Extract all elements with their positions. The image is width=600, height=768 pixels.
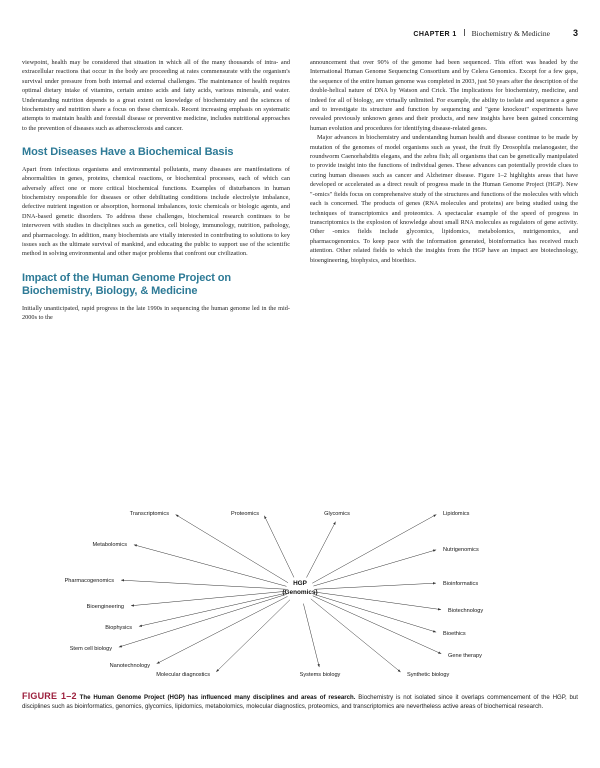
section-heading-genome-project: Impact of the Human Genome Project on Biochemistry, Biology, & Medicine — [22, 271, 231, 298]
figure-center-node-title: HGP — [293, 580, 307, 587]
figure-edge-arrow — [121, 580, 286, 589]
figure-edge-arrow — [157, 596, 288, 663]
figure-center-node-subtitle: (Genomics) — [282, 589, 318, 596]
figure-node-label: Metabolomics — [92, 542, 127, 548]
figure-edge-arrow — [119, 594, 287, 647]
figure-caption-text: Biochemistry is not isolated since it overlaps commencement of the HGP, but disciplines such as bioinformatics, genomics, glycomics, lipidomics, metabolomics, molecular diagnostics, proteomics, and transcriptomics are nevertheless active areas of biochemical research. — [22, 694, 578, 710]
paragraph: viewpoint, health may be considered that situation in which all of the many thousands of intra- and extracellular reactions that occur in the body are proceeding at rates commensurate with the organism's survival under pressure from both internal and external challenges. The maintenance of health requires optimal dietary intake of vitamins, certain amino acids and fatty acids, various minerals, and water. Understanding nutrition depends to a great extent on knowledge of biochemistry and the sciences of biochemistry and nutrition share a focus on these chemicals. Recent increasing emphasis on systematic attempts to maintain health and forestall disease or preventive medicine, includes nutritional approaches to the prevention of diseases such as atherosclerosis and cancer. — [22, 59, 290, 132]
figure-node-label: Molecular diagnostics — [156, 672, 210, 678]
figure-edge-arrow — [313, 594, 436, 632]
figure-node-label: Nutrigenomics — [443, 547, 479, 553]
right-column — [310, 58, 578, 323]
paragraph: announcement that over 90% of the genome had been sequenced. This effort was headed by the International Human Genome Sequencing Consortium and by Celera Genomics. Except for a few gaps, the sequence of the entire human genome was completed in 2003, just 50 years after the description of the double-helical nature of DNA by Watson and Crick. The implications for biochemistry, medicine, and indeed for all of biology, are virtually unlimited. For example, the ability to isolate and sequence a gene and to investigate its structure and function by sequencing and "gene knockout" experiments have revealed previously unknown genes and their products, and new insights have been gained concerning human evolution and procedures for identifying disease-related genes. — [310, 59, 578, 132]
body-columns — [22, 58, 578, 323]
figure-caption — [22, 692, 578, 711]
figure-node-label: Pharmacogenomics — [64, 578, 114, 584]
figure-edge-arrow — [314, 583, 436, 589]
figure-node-label: Bioethics — [443, 631, 466, 637]
page-number: 3 — [572, 28, 578, 38]
paragraph: Initially unanticipated, rapid progress in the late 1990s in sequencing the human genome led in the mid-2000s to the — [22, 304, 290, 322]
figure-svg — [22, 502, 578, 688]
figure-node-label: Glycomics — [324, 511, 350, 517]
figure-edge-arrow — [264, 516, 294, 578]
figure-node-label: Gene therapy — [448, 653, 482, 659]
left-column — [22, 58, 290, 323]
figure-node-label: Synthetic biology — [407, 672, 450, 678]
running-head — [413, 28, 578, 38]
figure-edge-arrow — [313, 596, 442, 654]
figure-edges — [119, 514, 441, 672]
figure-node-label: Systems biology — [299, 672, 341, 678]
figure-edge-arrow — [306, 522, 335, 578]
figure-edge-arrow — [216, 600, 290, 672]
figure-node-label: Biophysics — [105, 625, 132, 631]
figure-edge-arrow — [303, 604, 319, 668]
figure-node-label: Transcriptomics — [129, 511, 169, 517]
figure-edge-arrow — [314, 592, 441, 610]
figure-node-label: Proteomics — [231, 511, 259, 517]
paragraph: Major advances in biochemistry and understanding human health and disease continue to be made by mutation of the genomes of model organisms such as yeast, the fruit fly Drosophila melanogaster, the roundworm Caenorhabditis elegans, and the zebra fish; all organisms that can be genetically manipulated to provide insight into the functions of individual genes. These advances can potentially provide clues to curing human diseases such as cancer and Alzheimer disease. Figure 1–2 highlights areas that have developed or accelerated as a direct result of progress made in the Human Genome Project (HGP). New "-omics" fields focus on comprehensive study of the structures and functions of the molecules with which each is concerned. The products of genes (RNA molecules and proteins) are being studied using the techniques of transcriptomics and proteomics. A spectacular example of the speed of progress in transcriptomics is the explosion of knowledge about small RNA molecules as regulators of gene activity. Other -omics fields include glycomics, lipidomics, metabolomics, nutrigenomics, and pharmacogenomics. To keep pace with the information generated, bioinformatics has received much attention. Other related fields to which the insights from the HGP have an impact are biotechnology, bioengineering, biophysics, and bioethics. — [310, 134, 578, 264]
figure-node-label: Lipidomics — [443, 511, 470, 517]
figure-edge-arrow — [313, 550, 436, 586]
figure-number: FIGURE 1–2 — [22, 691, 77, 701]
figure-edge-arrow — [134, 545, 287, 587]
figure-node-label: Stem cell biology — [69, 646, 112, 652]
figure-node-label: Bioengineering — [86, 604, 124, 610]
section-heading-diseases: Most Diseases Have a Biochemical Basis — [22, 146, 234, 159]
running-head-chapter-title: Biochemistry & Medicine — [471, 29, 550, 38]
figure-caption-leadin: The Human Genome Project (HGP) has influenced many disciplines and areas of research. — [79, 694, 356, 701]
figure-1-2-diagram — [22, 502, 578, 688]
figure-edge-arrow — [312, 514, 436, 583]
figure-node-label: Nanotechnology — [109, 663, 150, 669]
figure-node-label: Bioinformatics — [443, 581, 479, 587]
figure-edge-arrow — [311, 599, 401, 672]
figure-node-label: Biotechnology — [448, 608, 484, 614]
figure-edge-arrow — [176, 515, 288, 583]
running-head-divider — [464, 29, 465, 36]
paragraph: Apart from infectious organisms and environmental pollutants, many diseases are manifestations of abnormalities in genes, proteins, chemical reactions, or biochemical processes, each of which can adversely affect one or more critical biochemical functions. Examples of disturbances in human biochemistry responsible for diseases or other debilitating conditions include electrolyte imbalance, defective nutrient ingestion or absorption, hormonal imbalances, toxic chemicals or biologic agents, and DNA-based genetic disorders. To address these challenges, biochemical research continues to be interwoven with studies in disciplines such as genetics, cell biology, immunology, nutrition, pathology, and pharmacology. In addition, many biochemists are vitally interested in contributing to solutions to key issues such as the ultimate survival of mankind, and educating the public to support use of the scientific method in solving environmental and other major problems that confront our civilization. — [22, 165, 290, 258]
running-head-chapter-label: CHAPTER 1 — [413, 31, 457, 38]
